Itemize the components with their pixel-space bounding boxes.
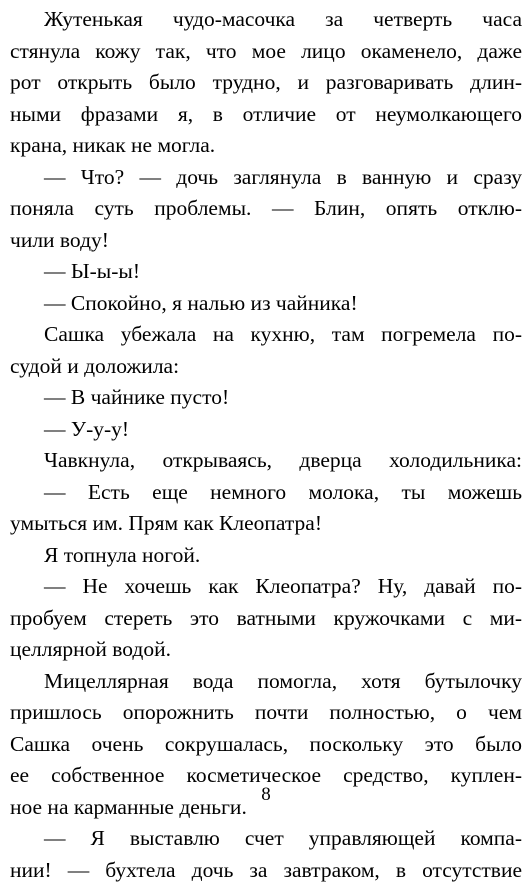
text-line: — Есть еще немного молока, ты можешь	[10, 477, 522, 509]
text-line: стянула кожу так, что мое лицо окаменело, даже	[10, 36, 522, 68]
text-line: ее собственное косметическое средство, куплен-	[10, 760, 522, 792]
text-line: — Не хочешь как Клеопатра? Ну, давай по-	[10, 571, 522, 603]
text-line: рот открыть было трудно, и разговаривать длин-	[10, 67, 522, 99]
text-line: Чавкнула, открываясь, дверца холодильника:	[10, 445, 522, 477]
page-body	[10, 4, 522, 886]
text-line: — У-у-у!	[10, 414, 522, 446]
text-line: умыться им. Прям как Клеопатра!	[10, 508, 522, 540]
text-line: Сашка очень сокрушалась, поскольку это было	[10, 729, 522, 761]
text-line: — Что? — дочь заглянула в ванную и сразу	[10, 162, 522, 194]
text-line: крана, никак не могла.	[10, 130, 522, 162]
text-line: — Спокойно, я налью из чайника!	[10, 288, 522, 320]
text-line: ное на карманные деньги.	[10, 792, 522, 824]
text-line: чили воду!	[10, 225, 522, 257]
text-line: Сашка убежала на кухню, там погремела по-	[10, 319, 522, 351]
text-line: ными фразами я, в отличие от неумолкающего	[10, 99, 522, 131]
text-line: — В чайнике пусто!	[10, 382, 522, 414]
text-line: поняла суть проблемы. — Блин, опять отклю-	[10, 193, 522, 225]
text-line: — Я выставлю счет управляющей компа-	[10, 823, 522, 855]
text-line: Я топнула ногой.	[10, 540, 522, 572]
text-line: судой и доложила:	[10, 351, 522, 383]
page-number: 8	[0, 784, 532, 806]
text-line: — Ы-ы-ы!	[10, 256, 522, 288]
text-line: Мицеллярная вода помогла, хотя бутылочку	[10, 666, 522, 698]
text-line: Жутенькая чудо-масочка за четверть часа	[10, 4, 522, 36]
text-line: нии! — бухтела дочь за завтраком, в отсутствие	[10, 855, 522, 886]
text-line: пробуем стереть это ватными кружочками с ми-	[10, 603, 522, 635]
text-line: пришлось опорожнить почти полностью, о чем	[10, 697, 522, 729]
text-line: целлярной водой.	[10, 634, 522, 666]
